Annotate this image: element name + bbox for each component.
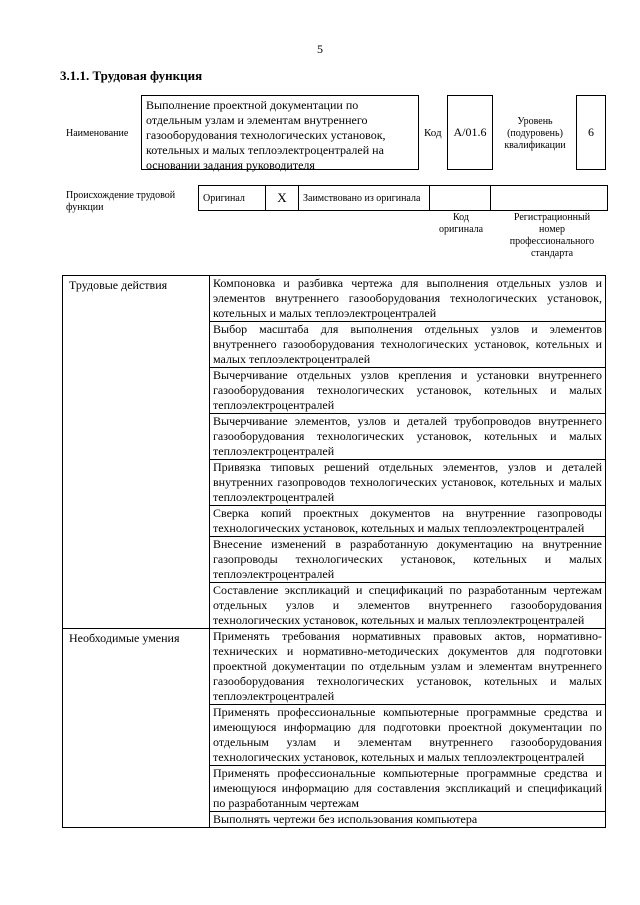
function-name-box	[141, 95, 419, 170]
table-cell: Сверка копий проектных документов на внутренние газопроводы технологических установок, котельных и малых теплоэлектроцентралей	[210, 506, 606, 537]
name-label: Наименование	[66, 128, 129, 139]
code-box	[447, 95, 493, 170]
table-row	[63, 276, 606, 322]
level-label: Уровень (подуровень) квалификации	[504, 116, 566, 151]
table-cell: Вычерчивание отдельных узлов крепления и установки внутреннего газооборудования технологических установок, котельных и малых теплоэлектроцентралей	[210, 368, 606, 414]
table-cell: Внесение изменений в разработанную документацию на внутренние газопроводы технологических установок, котельных и малых теплоэлектроцентралей	[210, 537, 606, 583]
original-label-cell: Оригинал	[199, 186, 266, 211]
reg-number-cell	[491, 186, 608, 211]
table-cell: Выполнять чертежи без использования компьютера	[210, 812, 606, 828]
section-header: Необходимые умения	[63, 629, 210, 828]
origin-table	[198, 185, 608, 211]
table-cell: Применять требования нормативных правовых актов, нормативно-технических и нормативно-методических документов для подготовки проектной документации по отдельным узлам и элементам внутреннего газооборудования технологических установок, котельных и малых теплоэлектроцентралей	[210, 629, 606, 705]
table-cell: Компоновка и разбивка чертежа для выполнения отдельных узлов и элементов внутреннего газооборудования технологических установок, котельных и малых теплоэлектроцентралей	[210, 276, 606, 322]
origin-label: Происхождение трудовой функции	[66, 190, 176, 213]
section-header: Трудовые действия	[63, 276, 210, 629]
code-original-label: Код оригинала	[438, 212, 484, 235]
code-original-cell	[430, 186, 491, 211]
code-value: А/01.6	[453, 125, 487, 139]
table-cell: Применять профессиональные компьютерные программные средства и имеющуюся информацию для составления экспликаций и спецификаций по разработанным чертежам	[210, 766, 606, 812]
table-cell: Вычерчивание элементов, узлов и деталей трубопроводов внутреннего газооборудования технологических установок, котельных и малых теплоэлектроцентралей	[210, 414, 606, 460]
reg-number-label: Регистрационный номер профессионального стандарта	[509, 212, 595, 259]
function-name-value: Выполнение проектной документации по отдельным узлам и элементам внутреннего газооборудования технологических установок, котельных и малых теплоэлектроцентралей на основании задания руководителя	[146, 98, 386, 172]
section-title: 3.1.1. Трудовая функция	[60, 68, 203, 83]
level-value: 6	[588, 125, 594, 139]
table-cell: Привязка типовых решений отдельных элементов, узлов и деталей внутренних газопроводов технологических установок, котельных и малых теплоэлектроцентралей	[210, 460, 606, 506]
level-box	[576, 95, 606, 170]
table-cell: Выбор масштаба для выполнения отдельных узлов и элементов внутреннего газооборудования технологических установок, котельных и малых теплоэлектроцентралей	[210, 322, 606, 368]
function-table	[62, 275, 606, 828]
page-number: 5	[317, 42, 323, 56]
table-cell: Составление экспликаций и спецификаций по разработанным чертежам отдельных узлов и элементов внутреннего газооборудования технологических установок, котельных и малых теплоэлектроцентралей	[210, 583, 606, 629]
borrowed-label-cell: Заимствовано из оригинала	[299, 186, 430, 211]
code-label: Код	[424, 127, 442, 139]
original-mark-cell: X	[266, 186, 299, 211]
table-cell: Применять профессиональные компьютерные программные средства и имеющуюся информацию для подготовки проектной документации по отдельным узлам и элементам внутреннего газооборудования технологических установок, котельных и малых теплоэлектроцентралей	[210, 705, 606, 766]
table-row	[63, 629, 606, 705]
